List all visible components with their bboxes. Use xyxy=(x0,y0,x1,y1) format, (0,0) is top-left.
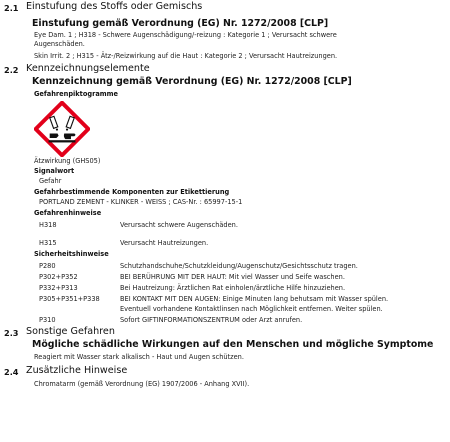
precaution-heading: Sicherheitshinweise xyxy=(34,250,109,258)
precaution-text: BEI BERÜHRUNG MIT DER HAUT: Mit viel Wasser und Seife waschen. xyxy=(120,273,345,281)
precaution-code: P332+P313 xyxy=(39,284,78,292)
text-line: Skin Irrit. 2 ; H315 - Ätz-/Reizwirkung auf die Haut : Kategorie 2 ; Verursacht Hautreizungen. xyxy=(34,52,338,60)
signal-heading: Signalwort xyxy=(34,167,75,175)
text-line: Eye Dam. 1 ; H318 - Schwere Augenschädigung/-reizung : Kategorie 1 ; Verursacht schwere xyxy=(34,31,337,39)
precaution-text: Bei Hautreizung: Ärztlichen Rat einholen/ärztliche Hilfe hinzuziehen. xyxy=(120,284,346,292)
section-number: 2.2 xyxy=(4,65,19,75)
components-heading: Gefahrbestimmende Komponenten zur Etikettierung xyxy=(34,188,230,196)
section-title: Zusätzliche Hinweise xyxy=(26,365,128,376)
precaution-code: P305+P351+P338 xyxy=(39,295,100,303)
section-title: Kennzeichnungselemente xyxy=(26,63,150,74)
precaution-text: Eventuell vorhandene Kontaktlinsen nach Möglichkeit entfernen. Weiter spülen. xyxy=(120,305,383,313)
precaution-text: Sofort GIFTINFORMATIONSZENTRUM oder Arzt anrufen. xyxy=(120,316,303,324)
hazard-code: H315 xyxy=(39,239,57,247)
hazard-code: H318 xyxy=(39,221,57,229)
pictograms-heading: Gefahrenpiktogramme xyxy=(34,90,118,98)
signal-word: Gefahr xyxy=(39,177,62,185)
text-line: Augenschäden. xyxy=(34,40,85,48)
hazard-text: Verursacht schwere Augenschäden. xyxy=(120,221,238,229)
section-number: 2.1 xyxy=(4,3,19,13)
precaution-code: P310 xyxy=(39,316,56,324)
components-text: PORTLAND ZEMENT - KLINKER - WEISS ; CAS-Nr. : 65997-15-1 xyxy=(39,198,243,206)
pictogram-caption: Ätzwirkung (GHS05) xyxy=(34,157,101,165)
section-number: 2.4 xyxy=(4,367,19,377)
section-title: Sonstige Gefahren xyxy=(26,326,115,337)
precaution-code: P302+P352 xyxy=(39,273,78,281)
subsection-title: Einstufung gemäß Verordnung (EG) Nr. 1272/2008 [CLP] xyxy=(32,18,329,29)
precaution-text: Schutzhandschuhe/Schutzkleidung/Augenschutz/Gesichtsschutz tragen. xyxy=(120,262,358,270)
hazard-text: Verursacht Hautreizungen. xyxy=(120,239,209,247)
subsection-title: Mögliche schädliche Wirkungen auf den Menschen und mögliche Symptome xyxy=(32,339,434,350)
precaution-code: P280 xyxy=(39,262,56,270)
section-number: 2.3 xyxy=(4,328,19,338)
ghs05-corrosion-icon xyxy=(34,101,90,157)
text-line: Chromatarm (gemäß Verordnung (EG) 1907/2006 - Anhang XVII). xyxy=(34,380,250,388)
precaution-text: BEI KONTAKT MIT DEN AUGEN: Einige Minuten lang behutsam mit Wasser spülen. xyxy=(120,295,389,303)
subsection-title: Kennzeichnung gemäß Verordnung (EG) Nr. 1272/2008 [CLP] xyxy=(32,76,352,87)
hazard-heading: Gefahrenhinweise xyxy=(34,209,102,217)
text-line: Reagiert mit Wasser stark alkalisch - Haut und Augen schützen. xyxy=(34,353,244,361)
section-title: Einstufung des Stoffs oder Gemischs xyxy=(26,1,203,12)
